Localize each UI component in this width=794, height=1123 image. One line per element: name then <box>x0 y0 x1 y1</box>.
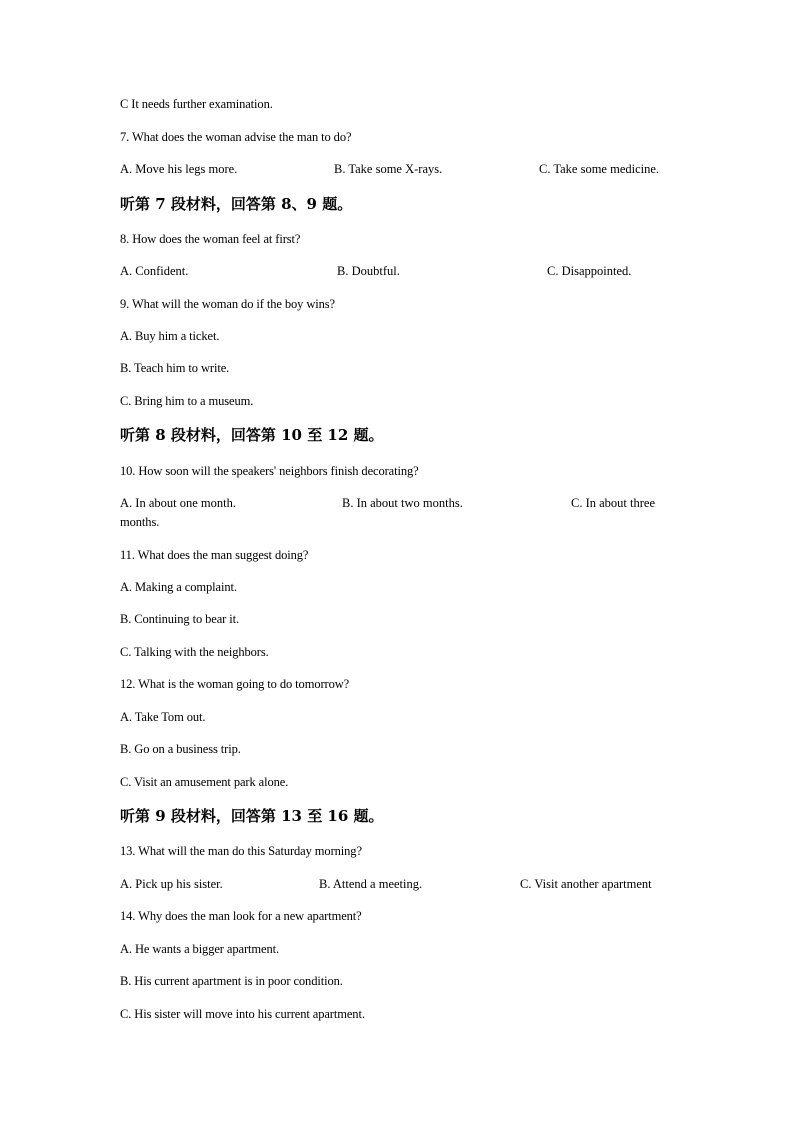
question-7-option-c: C. Take some medicine. <box>539 162 660 176</box>
question-13: 13. What will the man do this Saturday morning? <box>120 844 362 858</box>
question-7-option-a: A. Move his legs more. <box>120 162 238 176</box>
question-9-option-b: B. Teach him to write. <box>120 361 230 375</box>
question-12-option-b: B. Go on a business trip. <box>120 742 241 756</box>
question-8-option-b: B. Doubtful. <box>337 264 400 278</box>
question-13-option-b: B. Attend a meeting. <box>319 877 423 891</box>
question-12-option-c: C. Visit an amusement park alone. <box>120 775 289 789</box>
question-10-option-c: C. In about three <box>571 496 656 510</box>
question-10: 10. How soon will the speakers' neighbors finish decorating? <box>120 464 419 478</box>
question-9-option-a: A. Buy him a ticket. <box>120 329 220 343</box>
question-13-option-c: C. Visit another apartment <box>520 877 652 891</box>
question-10-option-c-cont: months. <box>120 515 160 529</box>
question-10-option-a: A. In about one month. <box>120 496 236 510</box>
question-13-option-a: A. Pick up his sister. <box>120 877 223 891</box>
question-11: 11. What does the man suggest doing? <box>120 548 309 562</box>
question-14-option-c: C. His sister will move into his current apartment. <box>120 1007 365 1021</box>
question-11-option-c: C. Talking with the neighbors. <box>120 645 269 659</box>
question-7-option-b: B. Take some X-rays. <box>334 162 443 176</box>
question-11-option-a: A. Making a complaint. <box>120 580 237 594</box>
question-14: 14. Why does the man look for a new apartment? <box>120 909 362 923</box>
question-12: 12. What is the woman going to do tomorrow? <box>120 677 350 691</box>
question-10-option-b: B. In about two months. <box>342 496 463 510</box>
question-8: 8. How does the woman feel at first? <box>120 232 301 246</box>
question-8-option-a: A. Confident. <box>120 264 189 278</box>
section-heading-7: 听第 7 段材料，回答第 8、9 题。 <box>120 195 353 213</box>
section-heading-8: 听第 8 段材料，回答第 10 至 12 题。 <box>120 426 384 444</box>
question-6-option-c: C It needs further examination. <box>120 97 273 111</box>
question-12-option-a: A. Take Tom out. <box>120 710 206 724</box>
question-14-option-a: A. He wants a bigger apartment. <box>120 942 279 956</box>
question-9-option-c: C. Bring him to a museum. <box>120 394 254 408</box>
question-8-option-c: C. Disappointed. <box>547 264 632 278</box>
question-11-option-b: B. Continuing to bear it. <box>120 612 240 626</box>
question-9: 9. What will the woman do if the boy wins? <box>120 297 335 311</box>
question-7: 7. What does the woman advise the man to do? <box>120 130 352 144</box>
section-heading-9: 听第 9 段材料，回答第 13 至 16 题。 <box>120 807 384 825</box>
question-14-option-b: B. His current apartment is in poor condition. <box>120 974 343 988</box>
